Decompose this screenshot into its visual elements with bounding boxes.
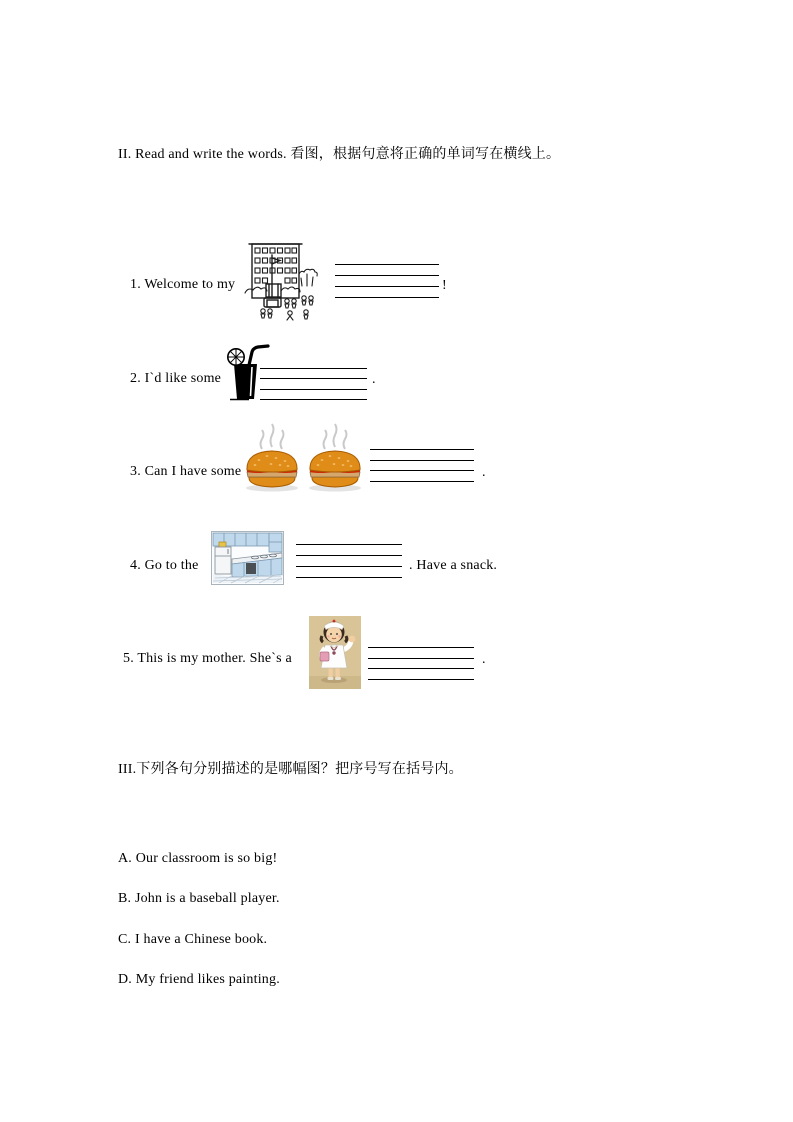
school-building-image <box>239 241 319 322</box>
writing-lines <box>296 544 402 578</box>
writing-lines <box>370 449 474 482</box>
item5-prefix: 5. This is my mother. She`s a <box>123 651 292 666</box>
writing-line <box>370 470 474 471</box>
writing-lines <box>368 647 474 680</box>
item3-prefix: 3. Can I have some <box>130 464 242 479</box>
option-c: C. I have a Chinese book. <box>118 932 268 947</box>
writing-lines <box>260 368 367 400</box>
nurse-image <box>309 616 361 689</box>
section-iii-heading: III.下列各句分别描述的是哪幅图？把序号写在括号内。 <box>118 762 463 777</box>
writing-line <box>296 577 402 578</box>
writing-lines <box>335 264 439 298</box>
writing-line <box>368 668 474 669</box>
item4-prefix: 4. Go to the <box>130 558 199 573</box>
writing-line <box>370 481 474 482</box>
section-ii-heading: II. Read and write the words. 看图，根据句意将正确的单词写在横线上。 <box>118 147 561 162</box>
writing-line <box>335 275 439 276</box>
writing-line <box>335 297 439 298</box>
writing-line <box>260 378 367 379</box>
item4-suffix: . Have a snack. <box>409 558 498 573</box>
writing-line <box>296 555 402 556</box>
item1-suffix: ! <box>442 278 447 293</box>
writing-line <box>368 647 474 648</box>
item1-prefix: 1. Welcome to my <box>130 277 236 292</box>
item2-prefix: 2. I`d like some <box>130 371 222 386</box>
writing-line <box>296 544 402 545</box>
writing-line <box>335 264 439 265</box>
writing-line <box>260 368 367 369</box>
kitchen-image <box>211 531 284 585</box>
two-hamburgers-image <box>243 422 367 495</box>
option-b: B. John is a baseball player. <box>118 891 280 906</box>
writing-line <box>368 679 474 680</box>
option-d: D. My friend likes painting. <box>118 972 280 987</box>
writing-line <box>296 566 402 567</box>
item5-suffix: . <box>482 652 486 667</box>
writing-line <box>368 658 474 659</box>
option-a: A. Our classroom is so big! <box>118 851 278 866</box>
item2-suffix: . <box>372 372 376 387</box>
writing-line <box>370 449 474 450</box>
item3-suffix: . <box>482 465 486 480</box>
writing-line <box>335 286 439 287</box>
writing-line <box>370 460 474 461</box>
writing-line <box>260 389 367 390</box>
writing-line <box>260 399 367 400</box>
